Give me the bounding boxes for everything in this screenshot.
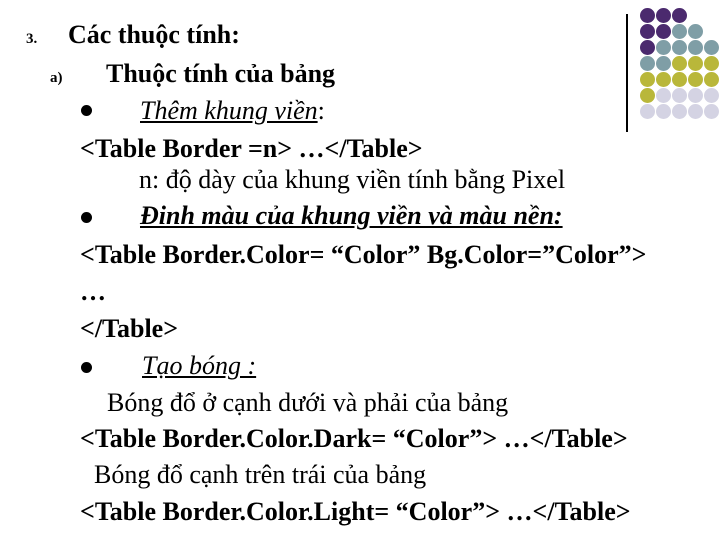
border-heading-suffix: : [317, 96, 325, 125]
sub-title: Thuộc tính của bảng [106, 59, 336, 88]
decorative-dot [656, 88, 671, 103]
sub-label: a) [50, 70, 63, 86]
section-title: Các thuộc tính: [68, 20, 240, 49]
bullet-icon [81, 362, 92, 373]
decorative-dot [656, 40, 671, 55]
decorative-dot [688, 72, 703, 87]
color-code-line1: <Table Border.Color= “Color” Bg.Color=”Color”> [80, 240, 647, 269]
decorative-dot [704, 88, 719, 103]
decorative-dot [688, 104, 703, 119]
decorative-dot [704, 104, 719, 119]
shadow-heading: Tạo bóng : [142, 351, 257, 380]
color-heading: Đinh màu của khung viền và màu nền: [140, 201, 563, 230]
divider-line [626, 14, 628, 132]
decorative-dot [640, 104, 655, 119]
decorative-dot [688, 24, 703, 39]
decorative-dot [704, 40, 719, 55]
decorative-dot [704, 56, 719, 71]
decorative-dot [672, 88, 687, 103]
decorative-dot [672, 40, 687, 55]
shadow-desc-top-left: Bóng đổ cạnh trên trái của bảng [94, 460, 427, 489]
border-code: <Table Border =n> …</Table> [80, 134, 423, 163]
decorative-dot [640, 56, 655, 71]
decorative-dot [656, 56, 671, 71]
decorative-dot [656, 8, 671, 23]
decorative-dot [688, 88, 703, 103]
decorative-dot [640, 40, 655, 55]
decorative-dot [656, 24, 671, 39]
decorative-dot [672, 104, 687, 119]
decorative-dot [672, 24, 687, 39]
decorative-dot [640, 88, 655, 103]
border-heading-row [140, 96, 325, 126]
decorative-dot [640, 24, 655, 39]
decorative-dot [656, 72, 671, 87]
section-number: 3. [26, 31, 38, 47]
decorative-dot [640, 72, 655, 87]
decorative-dot [672, 56, 687, 71]
bullet-icon [81, 105, 92, 116]
color-code-line2: … [80, 277, 106, 306]
decorative-dot [704, 72, 719, 87]
decorative-dot [672, 8, 687, 23]
color-code-line3: </Table> [80, 314, 179, 343]
decorative-dot [688, 56, 703, 71]
decorative-dot [672, 72, 687, 87]
shadow-code-light: <Table Border.Color.Light= “Color”> …</Table> [80, 497, 631, 526]
border-note: n: độ dày của khung viền tính bằng Pixel [139, 165, 566, 194]
decorative-dot-grid [640, 8, 720, 108]
decorative-dot [688, 40, 703, 55]
decorative-dot [656, 104, 671, 119]
shadow-code-dark: <Table Border.Color.Dark= “Color”> …</Table> [80, 424, 628, 453]
decorative-dot [640, 8, 655, 23]
shadow-desc-bottom-right: Bóng đổ ở cạnh dưới và phải của bảng [107, 388, 509, 417]
border-heading: Thêm khung viền [140, 96, 318, 125]
bullet-icon [81, 212, 92, 223]
